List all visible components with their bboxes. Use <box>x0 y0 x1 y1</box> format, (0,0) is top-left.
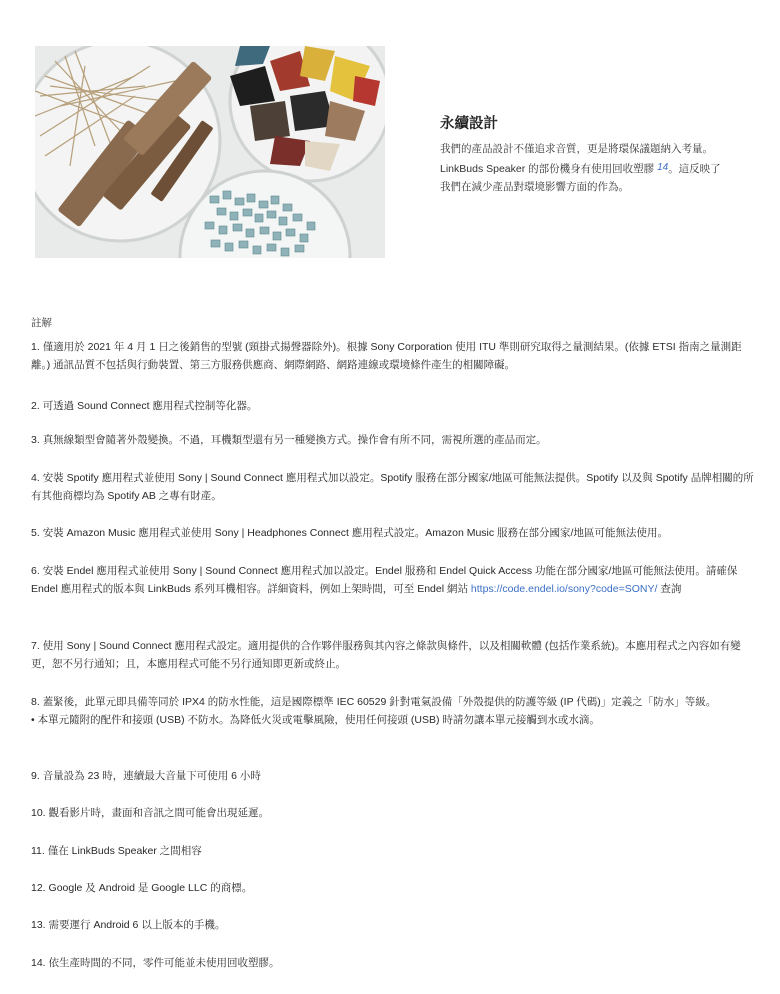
note-number: 13. <box>31 919 46 931</box>
note-item-6 <box>31 562 756 599</box>
note-item-4 <box>31 469 756 506</box>
note-number: 10. <box>31 807 46 819</box>
note-item-13 <box>31 916 756 934</box>
note-number: 6. <box>31 565 40 577</box>
note-item-2 <box>31 397 756 415</box>
note-number: 7. <box>31 640 40 652</box>
note-item-11 <box>31 842 756 860</box>
note-text: 音量設為 23 時，連續最大音量下可使用 6 小時 <box>42 770 261 782</box>
note-number: 4. <box>31 472 40 484</box>
section-body <box>440 140 760 196</box>
footnote-reference-link[interactable]: 14 <box>657 161 669 173</box>
note-text: 使用 Sony | Sound Connect 應用程式設定。適用提供的合作夥伴服務與其內容之條款與條件，以及相關軟體 (包括作業系統)。本應用程式之內容如有變更，恕不另行通知；且，本應用程式可能不另行通知即更新或終止。 <box>31 640 741 671</box>
note-item-3 <box>31 431 756 449</box>
note-text: 真無線類型會隨著外殼變換。不過，耳機類型還有另一種變換方式。操作會有所不同，需視所選的產品而定。 <box>42 434 547 446</box>
note-item-7 <box>31 637 756 674</box>
note-text: 查詢 <box>657 583 682 596</box>
note-number: 3. <box>31 434 40 446</box>
body-line: 我們在減少產品對環境影響方面的作為。 <box>440 181 629 194</box>
note-item-10 <box>31 804 756 822</box>
note-number: 2. <box>31 400 40 412</box>
note-item-1 <box>31 338 756 375</box>
note-item-14 <box>31 954 756 972</box>
body-line: 我們的產品設計不僅追求音質，更是將環保議題納入考量。 <box>440 143 713 156</box>
note-number: 12. <box>31 882 46 894</box>
note-item-12 <box>31 879 756 897</box>
note-number: 5. <box>31 527 40 539</box>
note-item-5 <box>31 524 756 542</box>
note-item-9 <box>31 767 756 785</box>
note-text: 僅適用於 2021 年 4 月 1 日之後銷售的型號 (頸掛式揚聲器除外)。根據 Sony Corporation 使用 ITU 準則研究取得之量測結果。(依據 ETSI 指南之量測距離。) 通訊品質不包括與行動裝置、第三方服務供應商、網際網路、網路連線或環境條件產生的相關障礙。 <box>31 341 742 372</box>
notes-heading: 註解 <box>31 317 52 329</box>
note-number: 8. <box>31 696 40 708</box>
note-subitem: • 本單元隨附的配件和接頭 (USB) 不防水。為降低火災或電擊風險，使用任何接頭 (USB) 時請勿讓本單元接觸到水或水滴。 <box>31 714 600 727</box>
note-text: 安裝 Amazon Music 應用程式並使用 Sony | Headphones Connect 應用程式設定。Amazon Music 服務在部分國家/地區可能無法使用。 <box>42 527 668 539</box>
note-number: 11. <box>31 845 45 857</box>
note-text: 依生產時間的不同，零件可能並未使用回收塑膠。 <box>48 957 280 969</box>
body-line: LinkBuds Speaker 的部份機身有使用回收塑膠 <box>440 162 655 175</box>
note-item-8 <box>31 693 756 730</box>
section-title: 永續設計 <box>440 116 498 132</box>
note-text: 安裝 Spotify 應用程式並使用 Sony | Sound Connect 應用程式加以設定。Spotify 服務在部分國家/地區可能無法提供。Spotify 以及與 Spotify 品牌相關的所有其他商標均為 Spotify AB 之專有財產。 <box>31 472 754 503</box>
note-number: 9. <box>31 770 40 782</box>
note-text: 蓋緊後，此單元即具備等同於 IPX4 的防水性能，這是國際標準 IEC 60529 針對電氣設備「外殼提供的防護等級 (IP 代碼)」定義之「防水」等級。 <box>42 696 717 708</box>
endel-website-link[interactable]: https://code.endel.io/sony?code=SONY/ <box>470 583 658 596</box>
note-text: 觀看影片時，畫面和音訊之間可能會出現延遲。 <box>48 807 270 819</box>
note-text: 可透過 Sound Connect 應用程式控制等化器。 <box>42 400 258 412</box>
body-line: 。這反映了 <box>668 162 721 175</box>
note-text: 僅在 LinkBuds Speaker 之間相容 <box>47 845 202 857</box>
recycled-materials-image <box>35 46 385 258</box>
note-number: 14. <box>31 957 46 969</box>
sustainability-section <box>440 114 760 196</box>
note-text: 需要運行 Android 6 以上版本的手機。 <box>48 919 226 931</box>
note-text: Google 及 Android 是 Google LLC 的商標。 <box>48 882 253 894</box>
note-number: 1. <box>31 341 40 353</box>
note-text: 安裝 Endel 應用程式並使用 Sony | Sound Connect 應用程式加以設定。Endel 服務和 Endel Quick Access 功能在部分國家/地區可能無法使用。請確保 Endel 應用程式的版本與 LinkBuds 系列耳機相容。詳細資料，例如上架時間，可至 Endel 網站 <box>31 565 738 596</box>
